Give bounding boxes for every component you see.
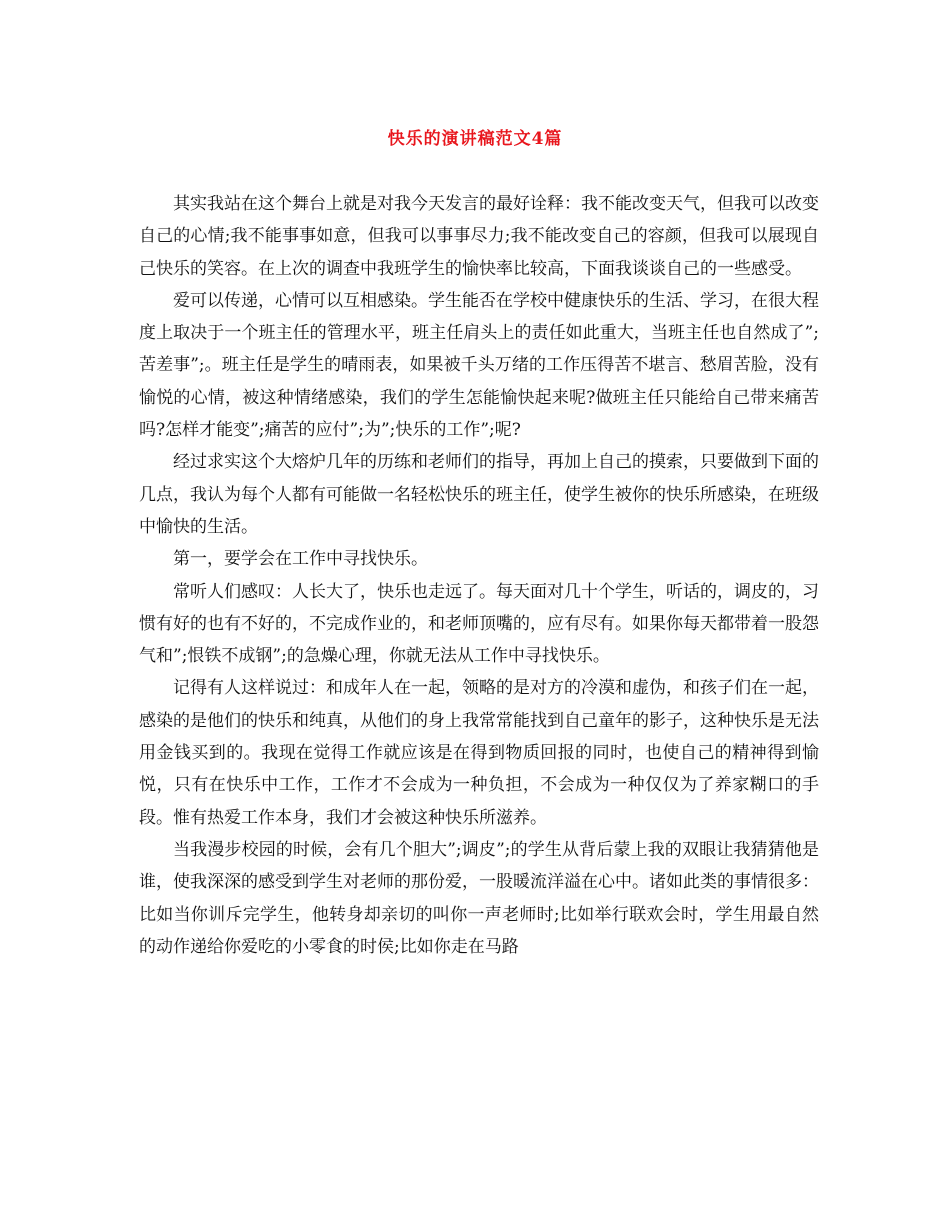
- paragraph: 第一，要学会在工作中寻找快乐。: [173, 549, 428, 570]
- document-title: 快乐的演讲稿范文4篇: [387, 129, 563, 149]
- paragraph: 当我漫步校园的时候，会有几个胆大”;调皮”;的学生从背后蒙上我的双眼让我猜猜他是谁，使我深深的感受到学生对老师的那份爱，一股暖流洋溢在心中。诸如此类的事情很多：比如当你训斥完学生，他转身却亲切的叫你一声老师时;比如举行联欢会时，学生用最自然的动作递给你爱吃的小零食的时侯;比如你走在马路: [139, 839, 819, 957]
- paragraph: 经过求实这个大熔炉几年的历练和老师们的指导，再加上自己的摸索，只要做到下面的几点，我认为每个人都有可能做一名轻松快乐的班主任，使学生被你的快乐所感染，在班级中愉快的生活。: [139, 452, 819, 537]
- document-body: [139, 188, 819, 963]
- paragraph: 爱可以传递，心情可以互相感染。学生能否在学校中健康快乐的生活、学习，在很大程度上取决于一个班主任的管理水平，班主任肩头上的责任如此重大，当班主任也自然成了”;苦差事”;。班主任是学生的晴雨表，如果被千头万绪的工作压得苦不堪言、愁眉苦脸，没有愉悦的心情，被这种情绪感染，我们的学生怎能愉快起来呢?做班主任只能给自己带来痛苦吗?怎样才能变”;痛苦的应付”;为”;快乐的工作”;呢?: [139, 290, 819, 441]
- paragraph: 常听人们感叹：人长大了，快乐也走远了。每天面对几十个学生，听话的，调皮的，习惯有好的也有不好的，不完成作业的，和老师顶嘴的，应有尽有。如果你每天都带着一股怨气和”;恨铁不成钢”;的急燥心理，你就无法从工作中寻找快乐。: [139, 581, 819, 667]
- paragraph: 其实我站在这个舞台上就是对我今天发言的最好诠释：我不能改变天气，但我可以改变自己的心情;我不能事事如意，但我可以事事尽力;我不能改变自己的容颜，但我可以展现自己快乐的笑容。在上次的调查中我班学生的愉快率比较高，下面我谈谈自己的一些感受。: [139, 194, 819, 279]
- paragraph: 记得有人这样说过：和成年人在一起，领略的是对方的冷漠和虚伪，和孩子们在一起，感染的是他们的快乐和纯真，从他们的身上我常常能找到自己童年的影子，这种快乐是无法用金钱买到的。我现在觉得工作就应该是在得到物质回报的同时，也使自己的精神得到愉悦，只有在快乐中工作，工作才不会成为一种负担，不会成为一种仅仅为了养家糊口的手段。惟有热爱工作本身，我们才会被这种快乐所滋养。: [139, 678, 819, 828]
